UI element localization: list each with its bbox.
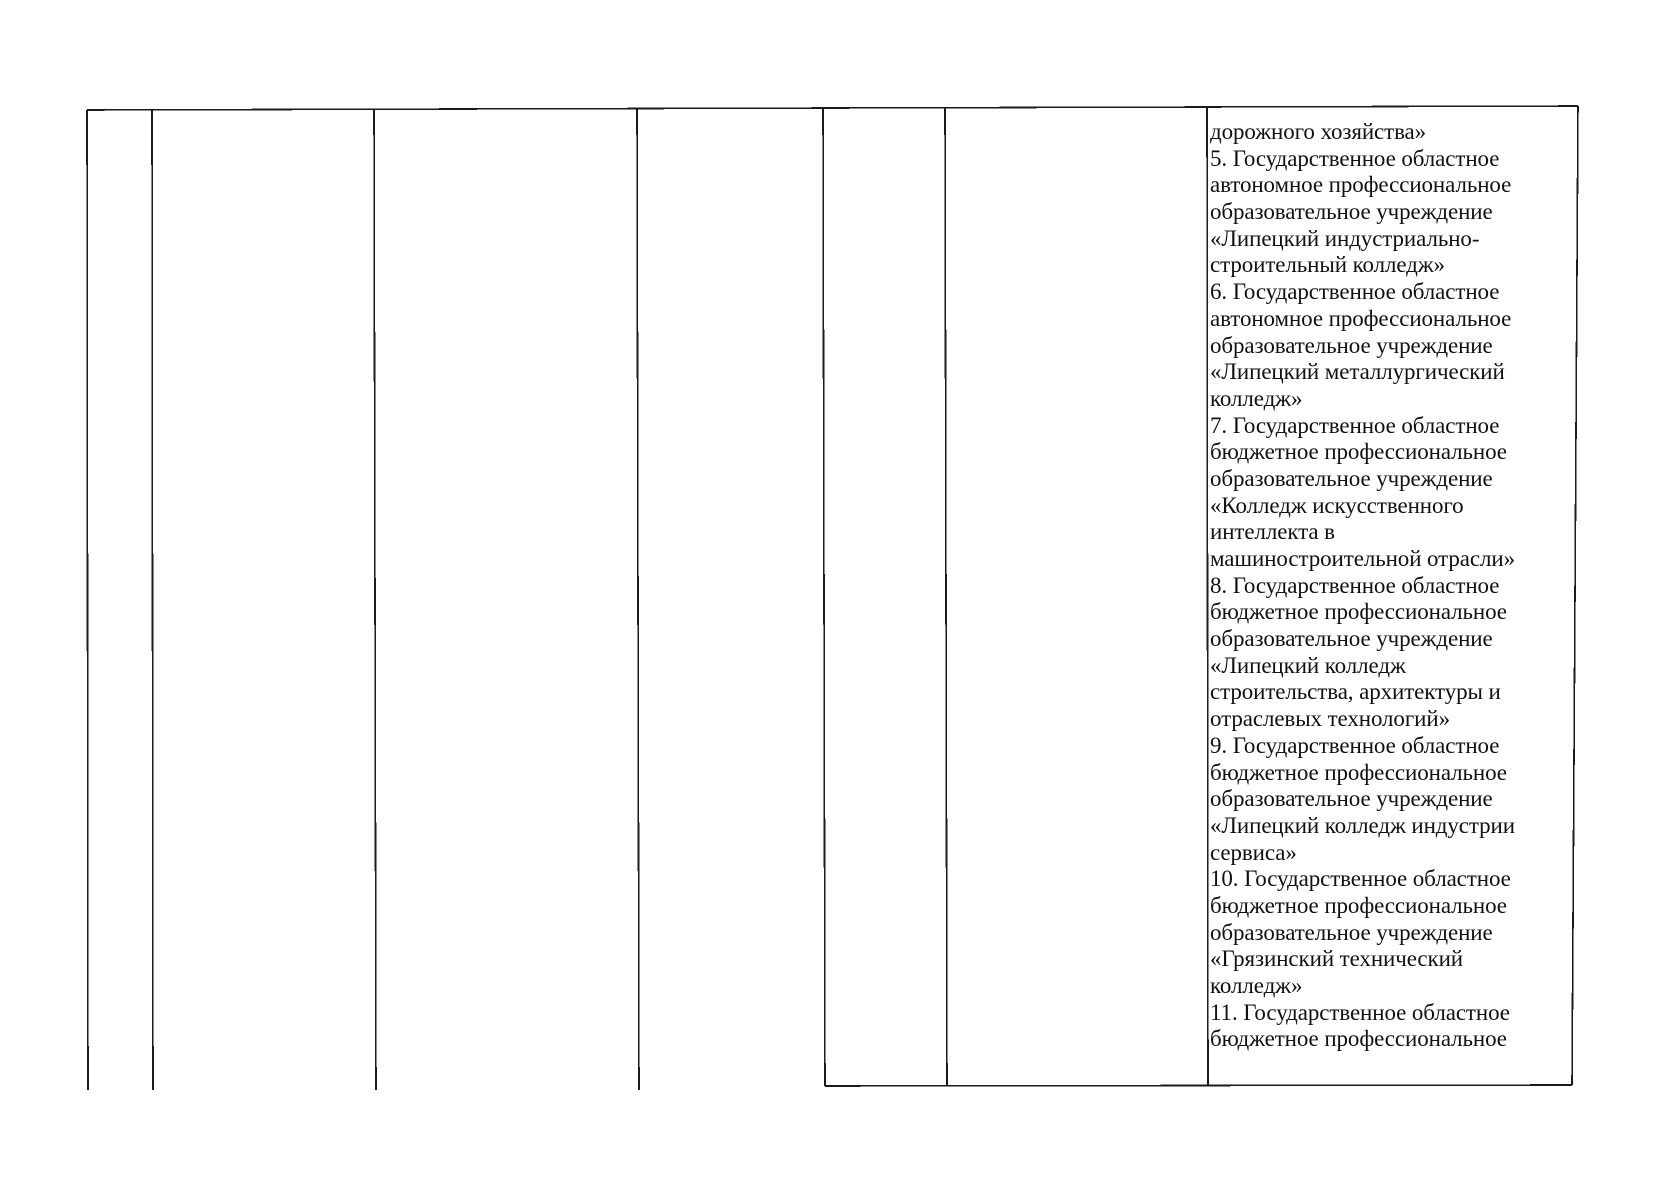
cell-text-line: 6. Государственное областное <box>1210 279 1500 305</box>
column-line-2 <box>152 110 153 1090</box>
cell-text-line: строительства, архитектуры и <box>1210 679 1501 705</box>
last-column-cell <box>1210 119 1570 1053</box>
cell-text-line: образовательное учреждение <box>1210 465 1493 491</box>
cell-text-line: образовательное учреждение <box>1210 786 1493 812</box>
column-line-7 <box>1207 106 1208 1085</box>
cell-text-line: 5. Государственное областное <box>1210 145 1500 171</box>
column-line-1 <box>87 110 88 1090</box>
cell-text-line: 9. Государственное областное <box>1210 732 1500 758</box>
cell-text-line: 10. Государственное областное <box>1210 866 1511 892</box>
cell-text-line: образовательное учреждение <box>1210 199 1493 225</box>
cell-text-line: строительный колледж» <box>1210 252 1445 278</box>
cell-text-line: интеллекта в <box>1210 519 1335 545</box>
cell-text-line: «Липецкий колледж индустрии <box>1210 812 1515 838</box>
cell-text-line: колледж» <box>1210 973 1303 998</box>
cell-text-line: «Грязинский технический <box>1210 946 1464 972</box>
cell-text-line: 11. Государственное областное <box>1210 999 1510 1025</box>
cell-text-line: «Липецкий металлургический <box>1210 359 1505 385</box>
cell-text-line: 8. Государственное областное <box>1210 572 1500 598</box>
cell-text-line: образовательное учреждение <box>1210 332 1493 358</box>
column-line-5 <box>823 108 825 1086</box>
cell-text-line: колледж» <box>1210 385 1303 411</box>
table-bottom-border <box>825 1085 1572 1086</box>
cell-text-line: сервиса» <box>1210 839 1297 865</box>
cell-text-line: отраслевых технологий» <box>1210 706 1450 732</box>
cell-text-line: дорожного хозяйства» <box>1210 119 1427 144</box>
cell-text-line: «Липецкий колледж <box>1210 652 1406 678</box>
cell-text-line: автономное профессиональное <box>1210 172 1512 198</box>
column-line-8 <box>1572 106 1578 1085</box>
cell-text-line: 7. Государственное областное <box>1210 412 1500 438</box>
column-line-3 <box>374 109 376 1090</box>
cell-text-line: образовательное учреждение <box>1210 919 1493 945</box>
cell-text-line: бюджетное профессиональное <box>1210 759 1507 785</box>
cell-text-line: бюджетное профессиональное <box>1210 599 1507 625</box>
table-top-border <box>87 106 1578 110</box>
cell-text-line: «Липецкий индустриально- <box>1210 225 1480 251</box>
cell-text-line: бюджетное профессиональное <box>1210 892 1507 918</box>
cell-text-line: образовательное учреждение <box>1210 626 1493 652</box>
cell-text-line: бюджетное профессиональное <box>1210 439 1507 465</box>
column-line-6 <box>945 107 947 1086</box>
cell-text-line: машиностроительной отрасли» <box>1210 546 1515 571</box>
cell-text-line: автономное профессиональное <box>1210 305 1512 331</box>
cell-text-line: бюджетное профессиональное <box>1210 1026 1507 1052</box>
cell-text-line: «Колледж искусственного <box>1210 492 1464 518</box>
column-line-4 <box>637 108 639 1090</box>
